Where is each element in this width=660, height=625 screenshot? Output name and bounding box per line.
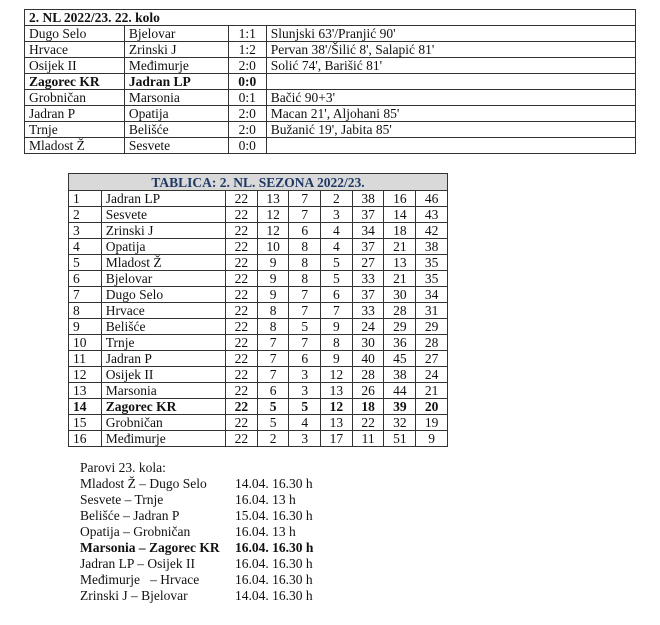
losses: 6 — [321, 287, 353, 303]
goals-for: 11 — [352, 431, 384, 447]
goals-for: 33 — [352, 271, 384, 287]
wins: 6 — [257, 383, 289, 399]
wins: 9 — [257, 287, 289, 303]
goals-against: 21 — [384, 271, 416, 287]
standings-header-row — [69, 174, 448, 191]
wins: 12 — [257, 207, 289, 223]
wins: 7 — [257, 335, 289, 351]
games-played: 22 — [225, 287, 257, 303]
position: 10 — [69, 335, 102, 351]
team-name: Marsonia — [101, 383, 225, 399]
position: 8 — [69, 303, 102, 319]
team-name: Sesvete — [101, 207, 225, 223]
results-title: 2. NL 2022/23. 22. kolo — [25, 10, 636, 26]
match-score: 2:0 — [228, 106, 266, 122]
away-team: Opatija — [124, 106, 228, 122]
wins: 10 — [257, 239, 289, 255]
result-row — [25, 42, 636, 58]
goals-against: 51 — [384, 431, 416, 447]
match-score: 2:0 — [228, 58, 266, 74]
position: 3 — [69, 223, 102, 239]
goal-scorers — [266, 74, 635, 90]
points: 31 — [416, 303, 448, 319]
losses: 2 — [321, 191, 353, 207]
wins: 5 — [257, 415, 289, 431]
losses: 5 — [321, 271, 353, 287]
away-team: Marsonia — [124, 90, 228, 106]
draws: 8 — [289, 255, 321, 271]
points: 35 — [416, 255, 448, 271]
away-team: Belišće — [124, 122, 228, 138]
standings-row — [69, 191, 448, 207]
fixture-match: Belišće – Jadran P — [80, 508, 180, 523]
team-name: Međimurje — [101, 431, 225, 447]
away-team: Sesvete — [124, 138, 228, 154]
fixture-match: Međimurje – Hrvace — [80, 572, 200, 587]
team-name: Bjelovar — [101, 271, 225, 287]
goal-scorers: Pervan 38'/Šilić 8', Salapić 81' — [266, 42, 635, 58]
losses: 9 — [321, 319, 353, 335]
fixture-match: Opatija – Grobničan — [80, 524, 191, 539]
losses: 7 — [321, 303, 353, 319]
match-score: 0:1 — [228, 90, 266, 106]
fixture-row — [80, 556, 313, 572]
team-name: Jadran P — [101, 351, 225, 367]
away-team: Međimurje — [124, 58, 228, 74]
goals-for: 28 — [352, 367, 384, 383]
wins: 13 — [257, 191, 289, 207]
goal-scorers: Slunjski 63'/Pranjić 90' — [266, 26, 635, 42]
results-table — [24, 9, 636, 154]
standings-title: TABLICA: 2. NL. SEZONA 2022/23. — [69, 174, 448, 191]
draws: 3 — [289, 431, 321, 447]
fixture-row — [80, 476, 313, 492]
fixtures-heading: Parovi 23. kola: — [80, 460, 166, 475]
goals-against: 39 — [384, 399, 416, 415]
games-played: 22 — [225, 399, 257, 415]
fixture-time: 15.04. 16.30 h — [235, 508, 313, 523]
home-team: Mladost Ž — [25, 138, 125, 154]
team-name: Belišće — [101, 319, 225, 335]
games-played: 22 — [225, 383, 257, 399]
standings-table — [68, 173, 448, 447]
position: 13 — [69, 383, 102, 399]
fixture-match: Zrinski J – Bjelovar — [80, 588, 188, 603]
losses: 8 — [321, 335, 353, 351]
result-row — [25, 26, 636, 42]
goals-for: 40 — [352, 351, 384, 367]
draws: 5 — [289, 319, 321, 335]
games-played: 22 — [225, 335, 257, 351]
standings-row — [69, 319, 448, 335]
match-score: 1:2 — [228, 42, 266, 58]
points: 42 — [416, 223, 448, 239]
fixture-match: Mladost Ž – Dugo Selo — [80, 476, 207, 491]
standings-row — [69, 335, 448, 351]
team-name: Grobničan — [101, 415, 225, 431]
games-played: 22 — [225, 351, 257, 367]
team-name: Osijek II — [101, 367, 225, 383]
goal-scorers — [266, 138, 635, 154]
position: 12 — [69, 367, 102, 383]
team-name: Opatija — [101, 239, 225, 255]
losses: 3 — [321, 207, 353, 223]
goals-against: 44 — [384, 383, 416, 399]
standings-row — [69, 351, 448, 367]
points: 46 — [416, 191, 448, 207]
wins: 9 — [257, 255, 289, 271]
draws: 5 — [289, 399, 321, 415]
team-name: Zagorec KR — [101, 399, 225, 415]
wins: 8 — [257, 319, 289, 335]
standings-row — [69, 303, 448, 319]
points: 34 — [416, 287, 448, 303]
fixture-row — [80, 508, 313, 524]
goals-for: 24 — [352, 319, 384, 335]
draws: 7 — [289, 191, 321, 207]
goals-against: 21 — [384, 239, 416, 255]
games-played: 22 — [225, 271, 257, 287]
wins: 7 — [257, 367, 289, 383]
games-played: 22 — [225, 431, 257, 447]
result-row — [25, 58, 636, 74]
result-row — [25, 74, 636, 90]
standings-row — [69, 367, 448, 383]
losses: 9 — [321, 351, 353, 367]
draws: 3 — [289, 383, 321, 399]
standings-row — [69, 207, 448, 223]
fixture-time: 16.04. 13 h — [235, 524, 296, 539]
points: 9 — [416, 431, 448, 447]
goals-for: 38 — [352, 191, 384, 207]
fixture-time: 16.04. 16.30 h — [235, 540, 314, 555]
result-row — [25, 106, 636, 122]
team-name: Mladost Ž — [101, 255, 225, 271]
fixture-row — [80, 524, 313, 540]
goals-for: 37 — [352, 239, 384, 255]
fixture-match: Sesvete – Trnje — [80, 492, 164, 507]
goals-for: 37 — [352, 207, 384, 223]
goals-against: 29 — [384, 319, 416, 335]
home-team: Trnje — [25, 122, 125, 138]
goals-against: 28 — [384, 303, 416, 319]
next-round-fixtures — [80, 460, 313, 604]
losses: 12 — [321, 367, 353, 383]
points: 20 — [416, 399, 448, 415]
draws: 8 — [289, 239, 321, 255]
draws: 7 — [289, 207, 321, 223]
position: 16 — [69, 431, 102, 447]
wins: 5 — [257, 399, 289, 415]
losses: 12 — [321, 399, 353, 415]
fixture-row — [80, 588, 313, 604]
fixture-time: 16.04. 13 h — [235, 492, 296, 507]
home-team: Jadran P — [25, 106, 125, 122]
games-played: 22 — [225, 191, 257, 207]
goals-for: 22 — [352, 415, 384, 431]
goals-for: 33 — [352, 303, 384, 319]
goal-scorers: Macan 21', Aljohani 85' — [266, 106, 635, 122]
result-row — [25, 122, 636, 138]
wins: 8 — [257, 303, 289, 319]
standings-row — [69, 223, 448, 239]
position: 6 — [69, 271, 102, 287]
standings-row — [69, 399, 448, 415]
standings-row — [69, 271, 448, 287]
goals-for: 30 — [352, 335, 384, 351]
goals-against: 36 — [384, 335, 416, 351]
points: 24 — [416, 367, 448, 383]
away-team: Zrinski J — [124, 42, 228, 58]
standings-row — [69, 415, 448, 431]
team-name: Dugo Selo — [101, 287, 225, 303]
points: 38 — [416, 239, 448, 255]
position: 2 — [69, 207, 102, 223]
goals-against: 13 — [384, 255, 416, 271]
result-row — [25, 138, 636, 154]
fixture-match: Jadran LP – Osijek II — [80, 556, 195, 571]
standings-row — [69, 383, 448, 399]
points: 29 — [416, 319, 448, 335]
standings-row — [69, 255, 448, 271]
goals-for: 27 — [352, 255, 384, 271]
wins: 2 — [257, 431, 289, 447]
fixture-row — [80, 492, 313, 508]
points: 28 — [416, 335, 448, 351]
match-score: 0:0 — [228, 74, 266, 90]
games-played: 22 — [225, 303, 257, 319]
games-played: 22 — [225, 255, 257, 271]
games-played: 22 — [225, 319, 257, 335]
wins: 9 — [257, 271, 289, 287]
home-team: Hrvace — [25, 42, 125, 58]
points: 27 — [416, 351, 448, 367]
games-played: 22 — [225, 415, 257, 431]
losses: 5 — [321, 255, 353, 271]
losses: 4 — [321, 223, 353, 239]
draws: 7 — [289, 303, 321, 319]
match-score: 2:0 — [228, 122, 266, 138]
team-name: Trnje — [101, 335, 225, 351]
losses: 17 — [321, 431, 353, 447]
fixture-row — [80, 540, 313, 556]
position: 15 — [69, 415, 102, 431]
games-played: 22 — [225, 223, 257, 239]
goals-against: 45 — [384, 351, 416, 367]
position: 9 — [69, 319, 102, 335]
fixture-time: 16.04. 16.30 h — [235, 556, 313, 571]
fixture-time: 16.04. 16.30 h — [235, 572, 313, 587]
points: 35 — [416, 271, 448, 287]
goals-for: 34 — [352, 223, 384, 239]
result-row — [25, 90, 636, 106]
goals-for: 37 — [352, 287, 384, 303]
position: 5 — [69, 255, 102, 271]
draws: 8 — [289, 271, 321, 287]
position: 7 — [69, 287, 102, 303]
fixtures-list — [80, 476, 313, 604]
points: 43 — [416, 207, 448, 223]
results-title-row — [25, 10, 636, 26]
goals-against: 30 — [384, 287, 416, 303]
draws: 3 — [289, 367, 321, 383]
away-team: Bjelovar — [124, 26, 228, 42]
games-played: 22 — [225, 239, 257, 255]
points: 19 — [416, 415, 448, 431]
goals-against: 18 — [384, 223, 416, 239]
team-name: Zrinski J — [101, 223, 225, 239]
goal-scorers: Bužanić 19', Jabita 85' — [266, 122, 635, 138]
standings-row — [69, 431, 448, 447]
losses: 4 — [321, 239, 353, 255]
home-team: Osijek II — [25, 58, 125, 74]
draws: 6 — [289, 351, 321, 367]
home-team: Dugo Selo — [25, 26, 125, 42]
standings-row — [69, 239, 448, 255]
draws: 6 — [289, 223, 321, 239]
position: 1 — [69, 191, 102, 207]
match-score: 1:1 — [228, 26, 266, 42]
home-team: Grobničan — [25, 90, 125, 106]
draws: 4 — [289, 415, 321, 431]
goal-scorers: Solić 74', Barišić 81' — [266, 58, 635, 74]
goals-against: 14 — [384, 207, 416, 223]
wins: 7 — [257, 351, 289, 367]
losses: 13 — [321, 415, 353, 431]
fixture-row — [80, 572, 313, 588]
fixture-time: 14.04. 16.30 h — [235, 476, 313, 491]
losses: 13 — [321, 383, 353, 399]
fixture-time: 14.04. 16.30 h — [235, 588, 313, 603]
goals-for: 18 — [352, 399, 384, 415]
match-score: 0:0 — [228, 138, 266, 154]
team-name: Hrvace — [101, 303, 225, 319]
games-played: 22 — [225, 207, 257, 223]
games-played: 22 — [225, 367, 257, 383]
team-name: Jadran LP — [101, 191, 225, 207]
goals-against: 38 — [384, 367, 416, 383]
position: 11 — [69, 351, 102, 367]
draws: 7 — [289, 335, 321, 351]
goal-scorers: Bačić 90+3' — [266, 90, 635, 106]
goals-for: 26 — [352, 383, 384, 399]
away-team: Jadran LP — [124, 74, 228, 90]
wins: 12 — [257, 223, 289, 239]
goals-against: 16 — [384, 191, 416, 207]
goals-against: 32 — [384, 415, 416, 431]
standings-row — [69, 287, 448, 303]
position: 4 — [69, 239, 102, 255]
home-team: Zagorec KR — [25, 74, 125, 90]
position: 14 — [69, 399, 102, 415]
points: 21 — [416, 383, 448, 399]
fixture-match: Marsonia – Zagorec KR — [80, 540, 220, 555]
draws: 7 — [289, 287, 321, 303]
